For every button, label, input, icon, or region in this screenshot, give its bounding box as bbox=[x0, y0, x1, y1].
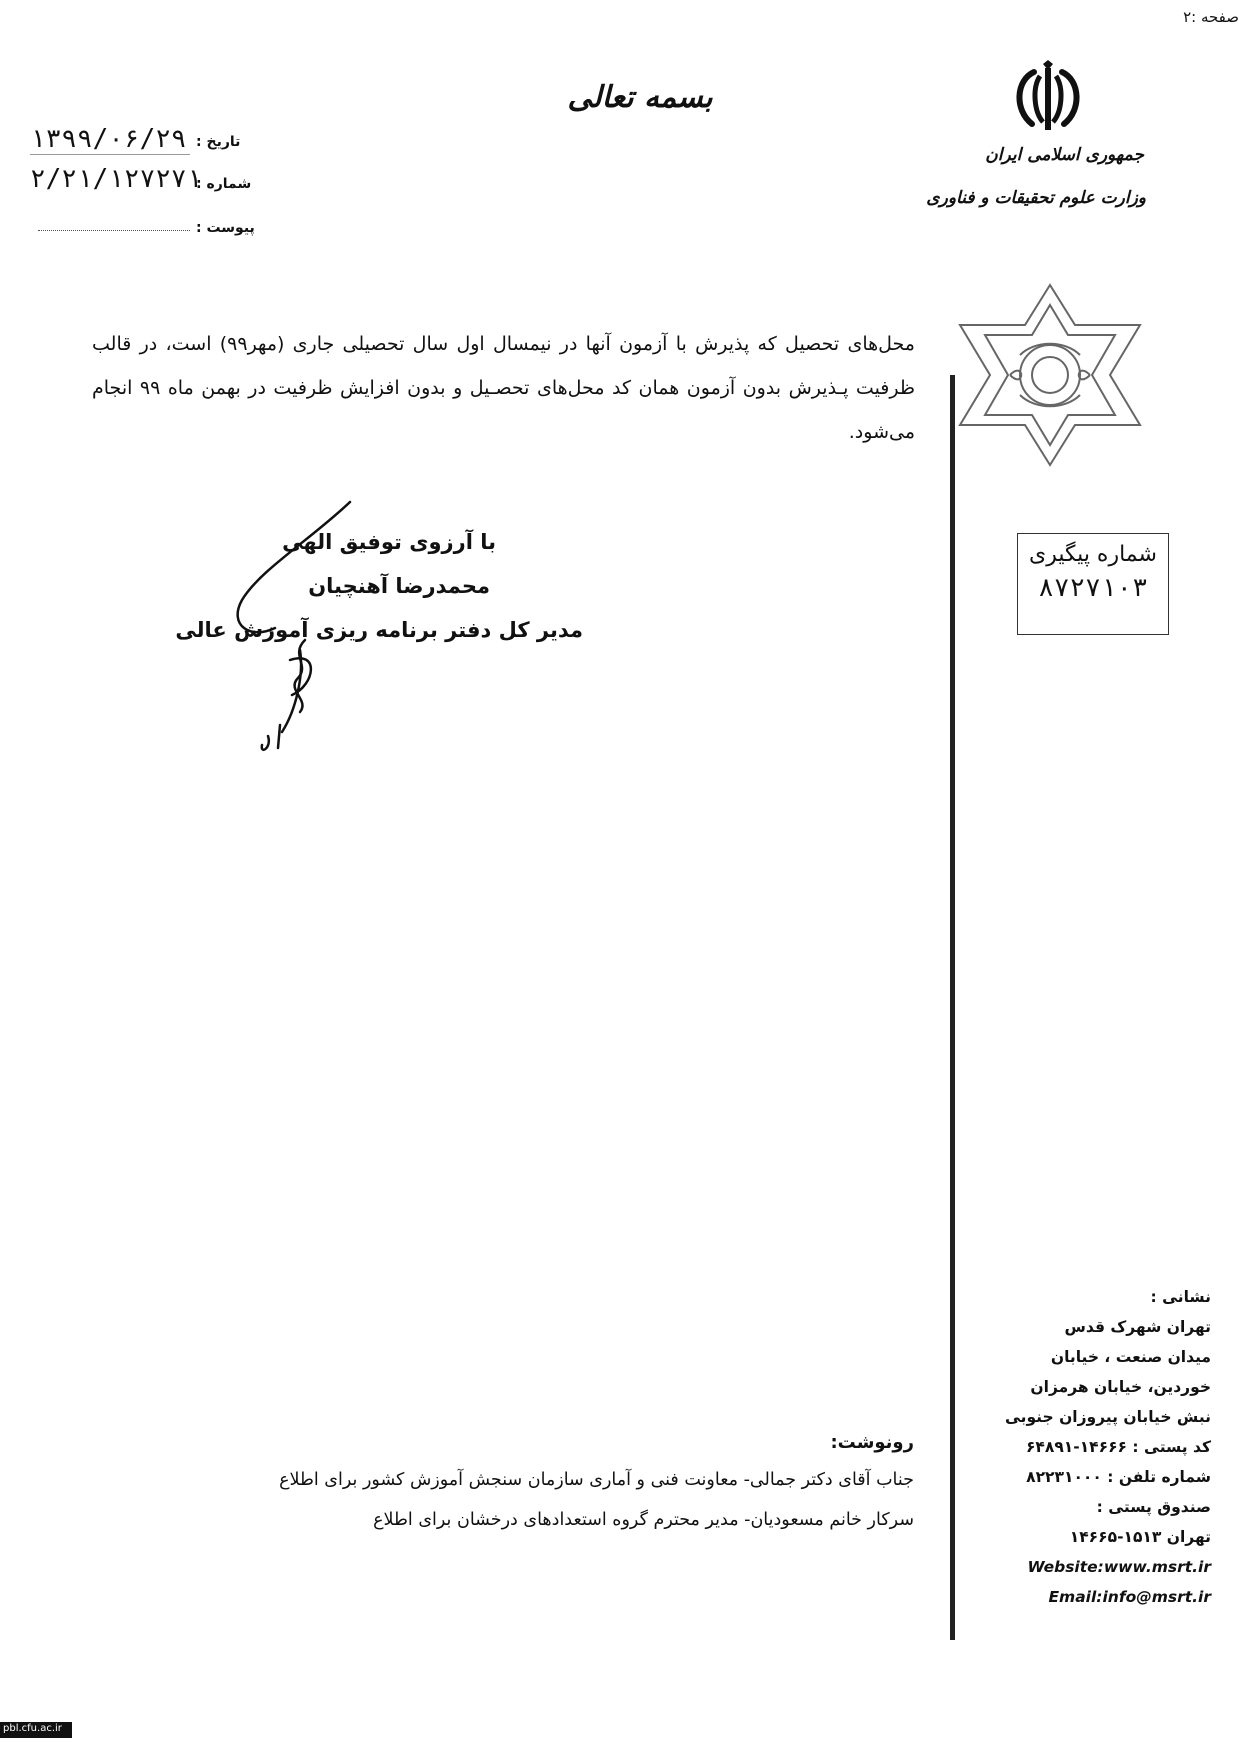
pobox-label: صندوق پستی : bbox=[1096, 1498, 1211, 1516]
iran-emblem-icon bbox=[1010, 58, 1086, 138]
number-label: شماره : bbox=[196, 176, 252, 192]
date-label: تاریخ : bbox=[196, 134, 241, 150]
address-title: نشانی : bbox=[1150, 1288, 1211, 1306]
tracking-label: شماره پیگیری bbox=[1029, 542, 1157, 567]
cc-line: سرکار خانم مسعودیان- مدیر محترم گروه استعدادهای درخشان برای اطلاع bbox=[373, 1510, 914, 1530]
org-line-2: وزارت علوم تحقیقات و فناوری bbox=[926, 188, 1146, 208]
address-line: تهران شهرک قدس bbox=[1064, 1318, 1211, 1336]
bismillah-heading: بسمه تعالی bbox=[567, 80, 713, 115]
signer-name: محمدرضا آهنچیان bbox=[308, 574, 490, 598]
address-line: نبش خیابان پیروزان جنوبی bbox=[1004, 1408, 1211, 1426]
page-number: صفحه :۲ bbox=[1183, 8, 1239, 26]
letter-number-value: ۲/۲۱/۱۲۷۲۷۱ bbox=[30, 164, 203, 194]
vertical-divider bbox=[950, 375, 955, 1640]
address-block bbox=[971, 1282, 1211, 1612]
website-link[interactable]: Website:www.msrt.ir bbox=[1027, 1558, 1211, 1576]
ornament-icon bbox=[950, 280, 1150, 470]
signer-title: مدیر کل دفتر برنامه ریزی آموزش عالی bbox=[175, 618, 583, 642]
email-link[interactable]: Email:info@msrt.ir bbox=[1048, 1588, 1211, 1606]
tracking-number: ۸۷۲۷۱۰۳ bbox=[1038, 573, 1148, 603]
body-paragraph: محل‌های تحصیل که پذیرش با آزمون آنها در نیمسال اول سال تحصیلی جاری (مهر۹۹) است، در قالب ظرفیت پـذیرش بدون آزمون همان کد محل‌های تحصـیل و بدون افزایش ظرفیت در بهمن ماه ۹۹ انجام می‌شود. bbox=[92, 333, 915, 443]
org-line-1: جمهوری اسلامی ایران bbox=[985, 145, 1144, 165]
cc-title: رونوشت: bbox=[830, 1432, 914, 1453]
attachment-label: پیوست : bbox=[196, 220, 255, 236]
postal-code: کد پستی : ۱۴۶۶۶-۶۴۸۹۱ bbox=[1025, 1438, 1211, 1456]
tracking-box bbox=[1017, 533, 1169, 635]
address-line: خوردین، خیابان هرمزان bbox=[1030, 1378, 1211, 1396]
phone-number: شماره تلفن : ۸۲۲۳۱۰۰۰ bbox=[1026, 1468, 1211, 1486]
pobox-value: تهران ۱۵۱۳-۱۴۶۶۵ bbox=[1069, 1528, 1211, 1546]
address-line: میدان صنعت ، خیابان bbox=[1050, 1348, 1211, 1366]
date-value: ۱۳۹۹/۰۶/۲۹ bbox=[30, 124, 190, 155]
source-tag: pbl.cfu.ac.ir bbox=[0, 1722, 72, 1738]
attachment-blank-line bbox=[38, 230, 190, 231]
cc-line: جناب آقای دکتر جمالی- معاونت فنی و آماری سازمان سنجش آموزش کشور برای اطلاع bbox=[279, 1470, 914, 1490]
closing-greeting: با آرزوی توفیق الهی bbox=[282, 530, 496, 554]
